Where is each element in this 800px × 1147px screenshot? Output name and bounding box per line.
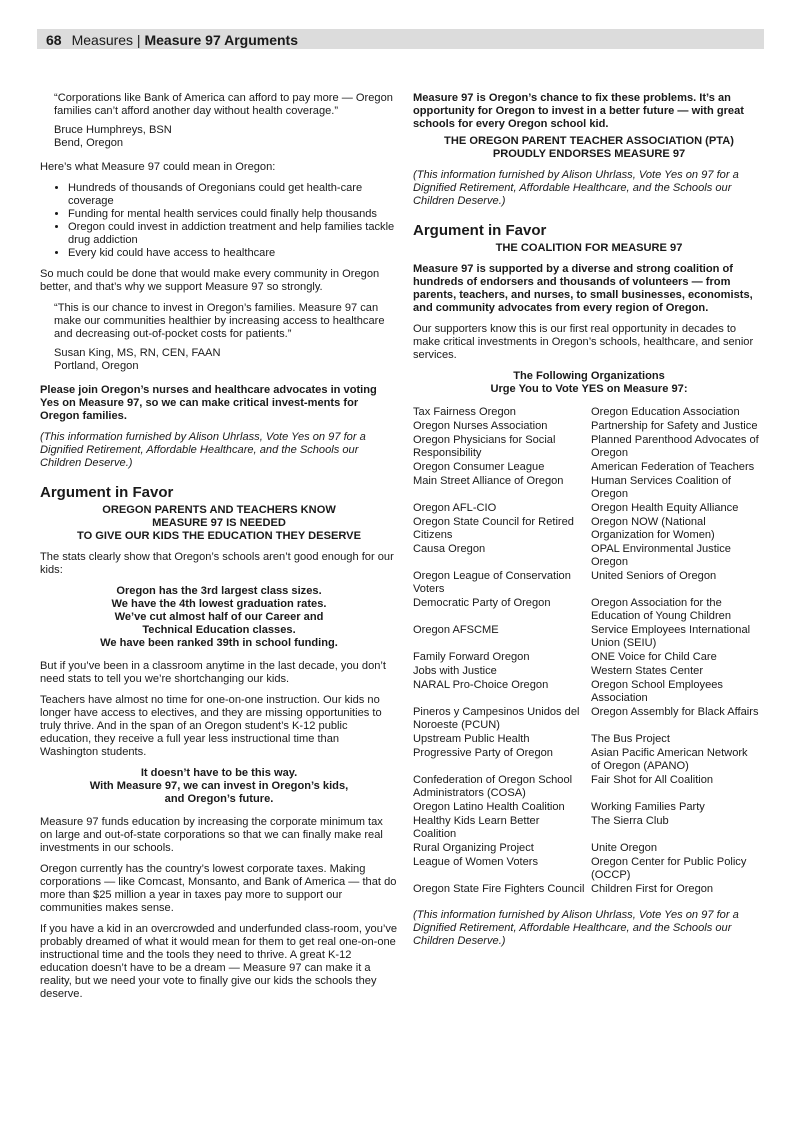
organization-item: Rural Organizing Project	[413, 842, 534, 854]
organization-item: Main Street Alliance of Oregon	[413, 475, 564, 487]
argument-heading: Argument in Favor	[413, 222, 547, 239]
organization-item: NARAL Pro-Choice Oregon	[413, 679, 549, 691]
quote: “Corporations like Bank of America can afford to pay more — Oregon families can’t afford another day without health coverage.”	[54, 92, 393, 117]
emphasis-line: It doesn’t have to be this way.	[140, 767, 298, 779]
paragraph: Teachers have almost no time for one-on-one instruction. Our kids no longer have access to electives, and they are missing opportunities to truly thrive. And in the span of an Oregon student’s K-12 public education, they receive a full year less instructional time than Washington students.	[40, 694, 382, 758]
organization-item: Pineros y Campesinos Unidos del Noroeste (PCUN)	[413, 706, 580, 731]
organization-item: The Sierra Club	[591, 815, 669, 827]
stat-line: We have the 4th lowest graduation rates.	[111, 598, 327, 610]
organization-item: Oregon Education Association	[591, 406, 740, 418]
organization-item: Oregon Association for the Education of Young Children	[591, 597, 732, 622]
organization-item: The Bus Project	[591, 733, 670, 745]
list-item: • Every kid could have access to healthcare	[68, 247, 398, 260]
orgs-heading-line: The Following Organizations	[513, 370, 665, 382]
furnished-note: (This information furnished by Alison Uhrlass, Vote Yes on 97 for a Dignified Retirement, Affordable Healthcare, and the Schools our Children Deserve.)	[413, 169, 739, 207]
paragraph: Here’s what Measure 97 could mean in Oregon:	[40, 161, 276, 173]
organization-item: Democratic Party of Oregon	[413, 597, 551, 609]
page-number: 68	[46, 32, 62, 48]
organization-item: American Federation of Teachers	[591, 461, 755, 473]
organization-item: Causa Oregon	[413, 543, 486, 555]
paragraph: If you have a kid in an overcrowded and underfunded class-room, you’ve probably dreamed of what it would mean for them to get real one-on-one instructional time and the tools they need to thrive. A great K-12 education doesn’t have to be a dream — Measure 97 can make it a reality, but we need your vote to finally give our kids the schools they deserve.	[40, 923, 398, 1000]
organization-item: Oregon Consumer League	[413, 461, 545, 473]
organization-item: Oregon Latino Health Coalition	[413, 801, 565, 813]
organization-item: Healthy Kids Learn Better Coalition	[413, 815, 540, 840]
organization-item: Oregon AFL-CIO	[413, 502, 497, 514]
paragraph: But if you’ve been in a classroom anytime in the last decade, you don’t need stats to tell you we’re shortchanging our kids.	[40, 660, 386, 685]
stat-line: We’ve cut almost half of our Career and	[114, 611, 324, 623]
organization-item: Planned Parenthood Advocates of Oregon	[591, 434, 759, 459]
argument-subheading	[40, 504, 398, 543]
organization-item: Oregon AFSCME	[413, 624, 499, 636]
organization-item: Upstream Public Health	[413, 733, 530, 745]
organization-item: Asian Pacific American Network of Oregon (APANO)	[591, 747, 748, 772]
organization-item: Tax Fairness Oregon	[413, 406, 516, 418]
organization-item: Oregon NOW (National Organization for Women)	[591, 516, 715, 541]
organization-item: League of Women Voters	[413, 856, 538, 868]
organization-item: Jobs with Justice	[413, 665, 497, 677]
closing-statement: Please join Oregon’s nurses and healthcare advocates in voting Yes on Measure 97, so we can make critical invest-ments for Oregon families.	[40, 384, 377, 422]
orgs-heading-line: Urge You to Vote YES on Measure 97:	[490, 383, 688, 395]
subheading-line: TO GIVE OUR KIDS THE EDUCATION THEY DESERVE	[77, 530, 361, 542]
left-column	[40, 92, 398, 1009]
organization-item: Unite Oregon	[591, 842, 657, 854]
organization-item: Children First for Oregon	[591, 883, 714, 895]
emphasis-block	[40, 767, 398, 806]
attribution-name: Susan King, MS, RN, CEN, FAAN	[54, 347, 221, 359]
quote: “This is our chance to invest in Oregon’s families. Measure 97 can make our communities healthier by increasing access to healthcare and decreasing out-of-pocket costs for patients.”	[54, 302, 385, 340]
attribution	[40, 347, 398, 373]
argument-heading: Argument in Favor	[40, 484, 174, 501]
attribution-place: Portland, Oregon	[54, 360, 139, 372]
organization-item: Oregon Assembly for Black Affairs	[591, 706, 759, 718]
section-title: Measure 97 Arguments	[144, 32, 299, 48]
paragraph: So much could be done that would make every community in Oregon better, and that’s why we support Measure 97 so strongly.	[40, 268, 380, 293]
organization-item: Confederation of Oregon School Administrators (COSA)	[413, 774, 573, 799]
organization-item: United Seniors of Oregon	[591, 570, 717, 582]
opening-statement: Measure 97 is Oregon’s chance to fix these problems. It’s an opportunity for Oregon to invest in a better future — with great schools for every Oregon school kid.	[413, 92, 744, 130]
endorsement-line: THE OREGON PARENT TEACHER ASSOCIATION (PTA)	[444, 135, 734, 147]
section-label: Measures |	[71, 32, 145, 48]
paragraph: Measure 97 funds education by increasing the corporate minimum tax on large and out-of-state corporations so that we can finally make real investments in our schools.	[40, 816, 383, 854]
organization-item: Oregon Physicians for Social Responsibility	[413, 434, 556, 459]
organization-item: Family Forward Oregon	[413, 651, 530, 663]
paragraph: The stats clearly show that Oregon’s schools aren’t good enough for our kids:	[40, 551, 394, 576]
stat-line: Oregon has the 3rd largest class sizes.	[116, 585, 322, 597]
furnished-note: (This information furnished by Alison Uhrlass, Vote Yes on 97 for a Dignified Retirement, Affordable Healthcare, and the Schools our Children Deserve.)	[40, 431, 366, 469]
benefits-list	[40, 182, 398, 260]
list-item: • Funding for mental health services could finally help thousands	[68, 208, 398, 221]
list-item: • Hundreds of thousands of Oregonians could get health-care coverage	[68, 182, 398, 208]
organization-item: Oregon Nurses Association	[413, 420, 548, 432]
header-text	[46, 32, 298, 48]
organizations-list	[413, 406, 765, 897]
paragraph: Oregon currently has the country’s lowest corporate taxes. Making corporations — like Comcast, Monsanto, and Bank of America — that do more than $25 million a year in taxes pay more to support our communities makes sense.	[40, 863, 397, 914]
stat-line: Technical Education classes.	[142, 624, 296, 636]
attribution	[40, 124, 398, 150]
organization-item: Oregon Center for Public Policy (OCCP)	[591, 856, 747, 881]
coalition-statement: Measure 97 is supported by a diverse and strong coalition of hundreds of endorsers and thousands of volunteers — from parents, teachers, and nurses, to small businesses, economists, and community advocates from every region of Oregon.	[413, 263, 753, 314]
emphasis-line: and Oregon’s future.	[164, 793, 274, 805]
organization-item: Progressive Party of Oregon	[413, 747, 553, 759]
furnished-note: (This information furnished by Alison Uhrlass, Vote Yes on 97 for a Dignified Retirement, Affordable Healthcare, and the Schools our Children Deserve.)	[413, 909, 739, 947]
organization-item: Working Families Party	[591, 801, 705, 813]
list-item: • Oregon could invest in addiction treatment and help families tackle drug addiction	[68, 221, 398, 247]
attribution-place: Bend, Oregon	[54, 137, 124, 149]
right-column	[413, 92, 765, 956]
organization-item: Oregon State Fire Fighters Council	[413, 883, 585, 895]
endorsement-line: PROUDLY ENDORSES MEASURE 97	[492, 148, 686, 160]
organization-item: Oregon School Employees Association	[591, 679, 723, 704]
emphasis-line: With Measure 97, we can invest in Oregon’s kids,	[89, 780, 349, 792]
organization-item: Human Services Coalition of Oregon	[591, 475, 731, 500]
organization-item: ONE Voice for Child Care	[591, 651, 717, 663]
orgs-heading	[413, 370, 765, 396]
attribution-name: Bruce Humphreys, BSN	[54, 124, 172, 136]
subheading-line: OREGON PARENTS AND TEACHERS KNOW	[102, 504, 336, 516]
organization-item: Western States Center	[591, 665, 704, 677]
pta-endorsement	[413, 135, 765, 161]
organization-item: Partnership for Safety and Justice	[591, 420, 758, 432]
stats-block	[40, 585, 398, 650]
organization-item: Oregon Health Equity Alliance	[591, 502, 739, 514]
organization-item: Service Employees International Union (SEIU)	[591, 624, 751, 649]
organization-item: OPAL Environmental Justice Oregon	[591, 543, 731, 568]
organization-item: Oregon State Council for Retired Citizens	[413, 516, 574, 541]
argument-subheading: THE COALITION FOR MEASURE 97	[495, 242, 683, 254]
organization-item: Oregon League of Conservation Voters	[413, 570, 571, 595]
page-header	[0, 0, 800, 48]
organization-item: Fair Shot for All Coalition	[591, 774, 714, 786]
paragraph: Our supporters know this is our first real opportunity in decades to make critical investments in Oregon’s schools, healthcare, and senior services.	[413, 323, 754, 361]
subheading-line: MEASURE 97 IS NEEDED	[152, 517, 286, 529]
stat-line: We have been ranked 39th in school funding.	[100, 637, 338, 649]
